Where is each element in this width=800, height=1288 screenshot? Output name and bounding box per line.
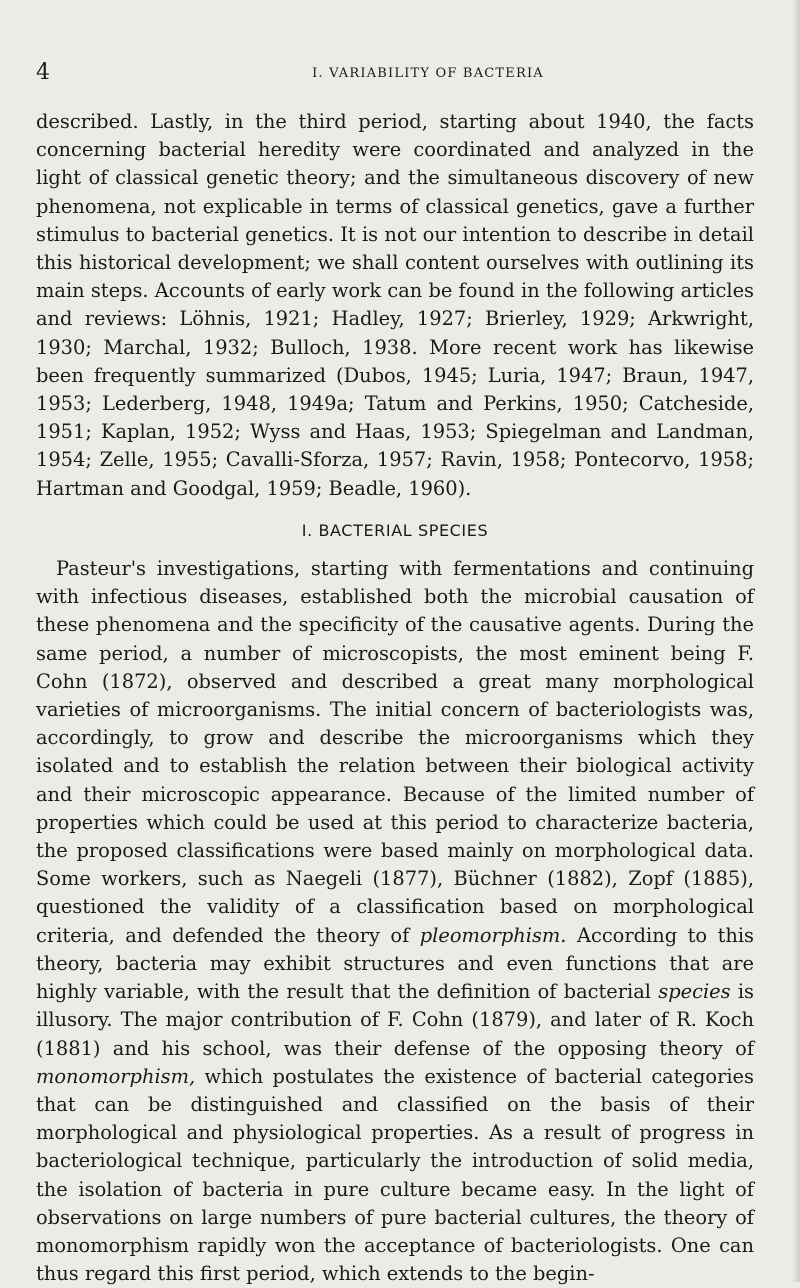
page-number: 4: [36, 60, 50, 85]
page-header: [36, 60, 760, 90]
paragraph-text-part-4: which postulates the existence of bacterial categories that can be distinguished and classified on the basis of their morphological and physiological properties. As a result of progress in bacteriological technique, particularly the introduction of solid media, the isolation of bacteria in pure culture became easy. In the light of observations on large numbers of pure bacterial cultures, the theory of monomorphism rapidly won the acceptance of bacteriologists. One can thus regard this first period, which extends to the begin-: [36, 1064, 754, 1286]
term-species: species: [658, 980, 731, 1004]
page-edge-shadow: [792, 0, 800, 1282]
section-heading: I. BACTERIAL SPECIES: [301, 520, 489, 540]
term-monomorphism: monomorphism,: [36, 1064, 196, 1088]
running-head: I. VARIABILITY OF BACTERIA: [312, 66, 544, 81]
page-body: [36, 108, 754, 1288]
paragraph-bacterial-species: [36, 555, 754, 1288]
paragraph-continuation: described. Lastly, in the third period, starting about 1940, the facts concerning bacterial heredity were coordinated and analyzed in the light of classical genetic theory; and the simultaneous discovery of new phenomena, not explicable in terms of classical genetics, gave a further stimulus to bacterial genetics. It is not our intention to describe in detail this historical development; we shall content ourselves with outlining its main steps. Accounts of early work can be found in the following articles and reviews: Löhnis, 1921; Hadley, 1927; Brierley, 1929; Arkwright, 1930; Marchal, 1932; Bulloch, 1938. More recent work has likewise been frequently summarized (Dubos, 1945; Luria, 1947; Braun, 1947, 1953; Lederberg, 1948, 1949a; Tatum and Perkins, 1950; Catcheside, 1951; Kaplan, 1952; Wyss and Haas, 1953; Spiegelman and Landman, 1954; Zelle, 1955; Cavalli-Sforza, 1957; Ravin, 1958; Pontecorvo, 1958; Hartman and Goodgal, 1959; Beadle, 1960).: [36, 110, 754, 500]
paragraph-text-part-2: According to this theory, bacteria may exhibit structures and even functions that are highly variable, with the result that the definition of bacterial: [36, 923, 755, 1004]
paragraph-text-part-3: is illusory. The major contribution of F. Cohn (1879), and later of R. Koch (1881) and his school, was their defense of the opposing theory of: [36, 980, 754, 1060]
term-pleomorphism: pleomorphism.: [419, 923, 567, 947]
paragraph-text-part-1: Pasteur's investigations, starting with fermentations and continuing with infectious diseases, established both the microbial causation of these phenomena and the specificity of the causative agents. During the same period, a number of microscopists, the most eminent being F. Cohn (1872), observed and described a great many morphological varieties of microorganisms. The initial concern of bacteriologists was, accordingly, to grow and describe the microorganisms which they isolated and to establish the relation between their biological activity and their microscopic appearance. Because of the limited number of properties which could be used at this period to characterize bacteria, the proposed classifications were based mainly on morphological data. Some workers, such as Naegeli (1877), Büchner (1882), Zopf (1885), questioned the validity of a classification based on morphological criteria, and defended the theory of: [36, 557, 754, 947]
